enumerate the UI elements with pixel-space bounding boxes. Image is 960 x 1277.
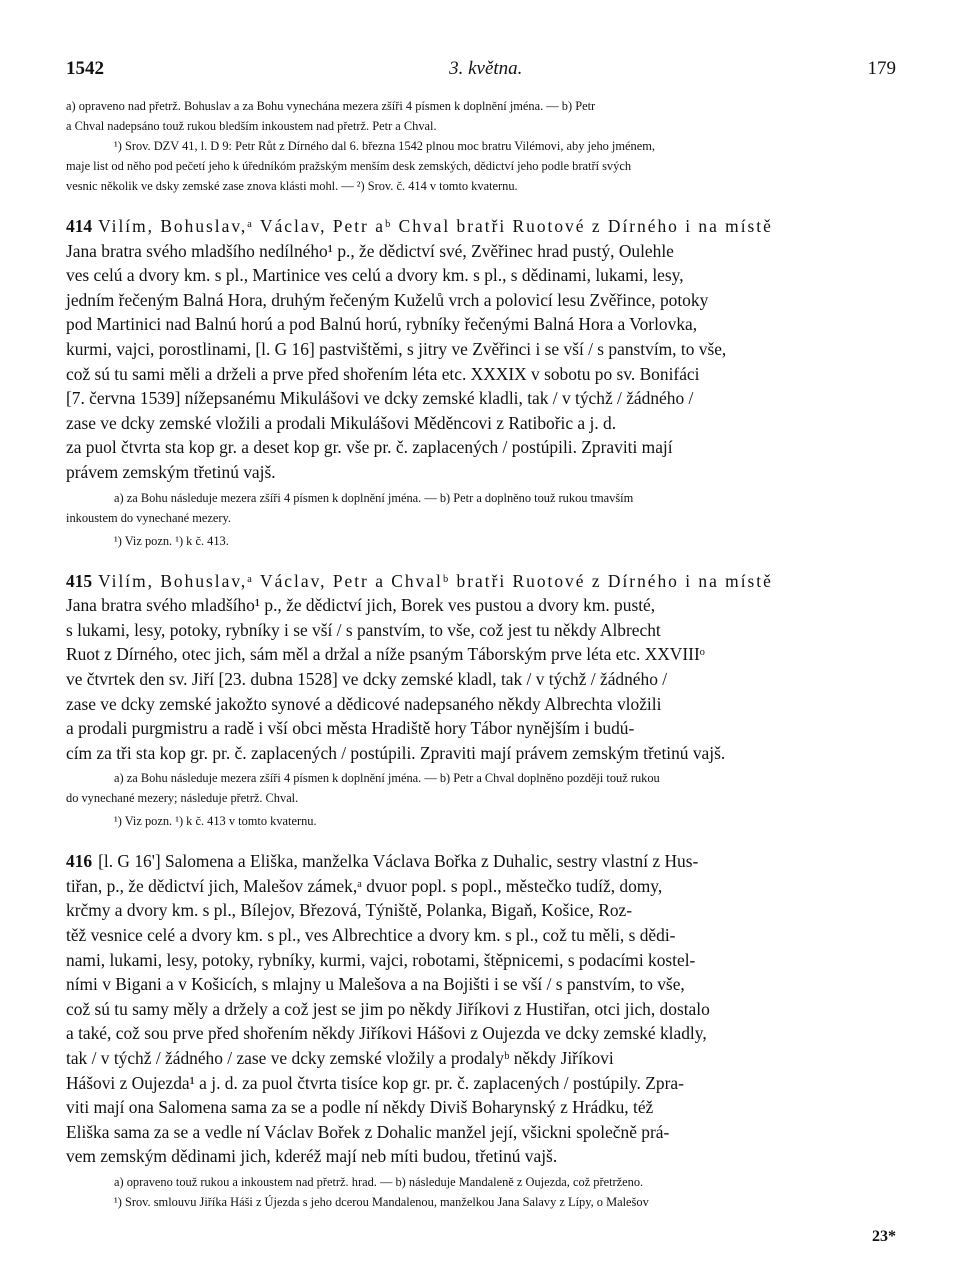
signature-mark: 23* bbox=[872, 1228, 896, 1245]
page-header bbox=[66, 58, 896, 94]
header-date: 3. května. bbox=[449, 58, 523, 79]
entry-line: což sú tu sami měli a drželi a prve před shořením léta etc. XXXIX v sobotu po sv. Bonifáci bbox=[66, 363, 700, 384]
note-line: vesnic několik ve dsky zemské zase znova klásti mohl. — ²) Srov. č. 414 v tomto kvaternu. bbox=[66, 179, 518, 193]
entry-line: za puol čtvrta sta kop gr. a deset kop gr. vše pr. č. zaplacených / postúpili. Zpraviti mají bbox=[66, 437, 673, 458]
header-page-number: 179 bbox=[867, 58, 896, 79]
entry-line: krčmy a dvory km. s pl., Bílejov, Březová, Týniště, Polanka, Bigaň, Košice, Roz- bbox=[66, 900, 633, 921]
note-line: a Chval nadepsáno touž rukou bledším inkoustem nad přetrž. Petr a Chval. bbox=[66, 119, 437, 133]
entry-line: cím za tři sta kop gr. pr. č. zaplacených / postúpili. Zpraviti mají právem zemským třetinú vajš. bbox=[66, 742, 726, 763]
entry-415 bbox=[66, 569, 896, 832]
entry-line: ves celú a dvory km. s pl., Martinice ves celú a dvory km. s pl., s dědinami, lukami, lesy, bbox=[66, 265, 684, 286]
entry-line: nami, lukami, lesy, potoky, rybníky, kurmi, vajci, robotami, štěpnicemi, s podacími kostel- bbox=[66, 949, 696, 970]
entry-line: a také, což sou prve před shořením někdy Jiříkovi Hášovi z Oujezda ve dcky zemské kladly, bbox=[66, 1023, 707, 1044]
entry-line: [7. června 1539] nížepsanému Mikulášovi ve dcky zemské kladli, tak / v týchž / žádného / bbox=[66, 388, 694, 409]
entry-line: tak / v týchž / žádného / zase ve dcky zemské vložily a prodalyᵇ někdy Jiříkovi bbox=[66, 1048, 614, 1069]
entry-line: těž vesnice celé a dvory km. s pl., ves Albrechtice a dvory km. s pl., což tu měli, s dědi- bbox=[66, 925, 676, 946]
entry-line: zase ve dcky zemské jakožto synové a dědicové nadepsaného někdy Albrechta vložili bbox=[66, 693, 662, 714]
entry-line: jedním řečeným Balná Hora, druhým řečeným Kuželů vrch a polovicí lesu Zvěřince, potoky bbox=[66, 289, 709, 310]
entry-line: pod Martinici nad Balnú horú a pod Balnú horú, rybníky řečenými Balná Hora a Vorlovka, bbox=[66, 314, 698, 335]
entry-number: 416 bbox=[66, 851, 93, 872]
entry-line: kurmi, vajci, porostlinami, [l. G 16] pastvištěmi, s jitry ve Zvěřinci i se vší / s panstvím, to vše, bbox=[66, 338, 727, 359]
entry-line: Eliška sama za se a vedle ní Václav Bořek z Dohalic manžel její, všickni společně prá- bbox=[66, 1121, 670, 1142]
note-line: maje list od něho pod pečetí jeho k úředníkóm pražským menším desk zemských, dědictví jeho podle bratří svých bbox=[66, 159, 632, 173]
note-line: a) opraveno nad přetrž. Bohuslav a za Bohu vynechána mezera zšíři 4 písmen k doplnění jména. — b) Petr bbox=[66, 99, 596, 113]
entry-414 bbox=[66, 214, 896, 551]
entry-note: a) opraveno touž rukou a inkoustem nad přetrž. hrad. — b) následuje Mandaleně z Oujezda, což přetrženo. bbox=[114, 1175, 644, 1189]
entry-line: Jana bratra svého mladšího nedílného¹ p., že dědictví své, Zvěřinec hrad pustý, Oulehle bbox=[66, 240, 674, 261]
entry-line: právem zemským třetinú vajš. bbox=[66, 461, 276, 482]
entry-line: s lukami, lesy, potoky, rybníky i se vší / s panstvím, to vše, což jest tu někdy Albrecht bbox=[66, 619, 661, 640]
entry-line: což sú tu samy měly a držely a což jest se jim po někdy Jiříkovi z Hustiřan, otci jich, dostalo bbox=[66, 998, 710, 1019]
entry-note: ¹) Viz pozn. ¹) k č. 413 v tomto kvaternu. bbox=[114, 814, 317, 829]
entry-line: Vilím, Bohuslav,ᵃ Václav, Petr aᵇ Chval bratři Ruotové z Dírného i na místě bbox=[98, 216, 773, 236]
entry-line: tiřan, p., že dědictví jich, Malešov zámek,ᵃ dvuor popl. s popl., městečko tudíž, domy, bbox=[66, 875, 663, 896]
entry-line: Vilím, Bohuslav,ᵃ Václav, Petr a Chvalᵇ bratři Ruotové z Dírného i na místě bbox=[98, 570, 773, 591]
entry-line: Jana bratra svého mladšího¹ p., že dědictví jich, Borek ves pustou a dvory km. pusté, bbox=[66, 595, 656, 616]
entry-line: viti mají ona Salomena sama za se a podle ní někdy Diviš Boharynský z Hrádku, též bbox=[66, 1097, 654, 1118]
entry-line: vem zemským dědinami jich, kderéž mají neb míti budou, třetinú vajš. bbox=[66, 1146, 558, 1167]
entry-line: a prodali purgmistru a radě i vší obci města Hradiště hory Tábor nynějším i budú- bbox=[66, 718, 635, 739]
entry-number: 415 bbox=[66, 570, 93, 591]
entry-note: a) za Bohu následuje mezera zšíři 4 písmen k doplnění jména. — b) Petr a Chval doplněno později touž rukou bbox=[114, 771, 660, 786]
entry-note: inkoustem do vynechané mezery. bbox=[66, 510, 232, 525]
top-notes bbox=[66, 96, 896, 196]
entry-line: Ruot z Dírného, otec jich, sám měl a držal a níže psaným Táborským prve léta etc. XXVIIIᵒ bbox=[66, 644, 705, 665]
entry-note: do vynechané mezery; následuje přetrž. Chval. bbox=[66, 791, 299, 806]
entry-line: [l. G 16'] Salomena a Eliška, manželka Václava Bořka z Duhalic, sestry vlastní z Hus- bbox=[98, 851, 699, 872]
entry-line: zase ve dcky zemské vložili a prodali Mikulášovi Měděncovi z Ratibořic a j. d. bbox=[66, 412, 617, 433]
note-line: ¹) Srov. DZV 41, l. D 9: Petr Růt z Dírného dal 6. března 1542 plnou moc bratru Vilémovi, aby jeho jménem, bbox=[114, 139, 655, 153]
entry-line: Hášovi z Oujezda¹ a j. d. za puol čtvrta tisíce kop gr. pr. č. zaplacených / postúpily. Zpra- bbox=[66, 1072, 684, 1093]
entry-note: a) za Bohu následuje mezera zšíři 4 písmen k doplnění jména. — b) Petr a doplněno touž rukou tmavším bbox=[114, 490, 634, 505]
document-page bbox=[66, 58, 896, 1245]
entry-line: ve čtvrtek den sv. Jiří [23. dubna 1528] ve dcky zemské kladl, tak / v týchž / žádného / bbox=[66, 668, 668, 689]
entry-number: 414 bbox=[66, 216, 93, 236]
entry-note: ¹) Viz pozn. ¹) k č. 413. bbox=[114, 533, 229, 548]
entry-line: ními v Bigani a v Košicích, s mlajny u Malešova a na Bojišti i se vší / s panstvím, to vše, bbox=[66, 974, 685, 995]
header-year: 1542 bbox=[66, 58, 104, 79]
entry-note: ¹) Srov. smlouvu Jiříka Háši z Újezda s jeho dcerou Mandalenou, manželkou Jana Salavy z Lípy, o Malešov bbox=[114, 1195, 649, 1209]
entry-416 bbox=[66, 849, 896, 1212]
